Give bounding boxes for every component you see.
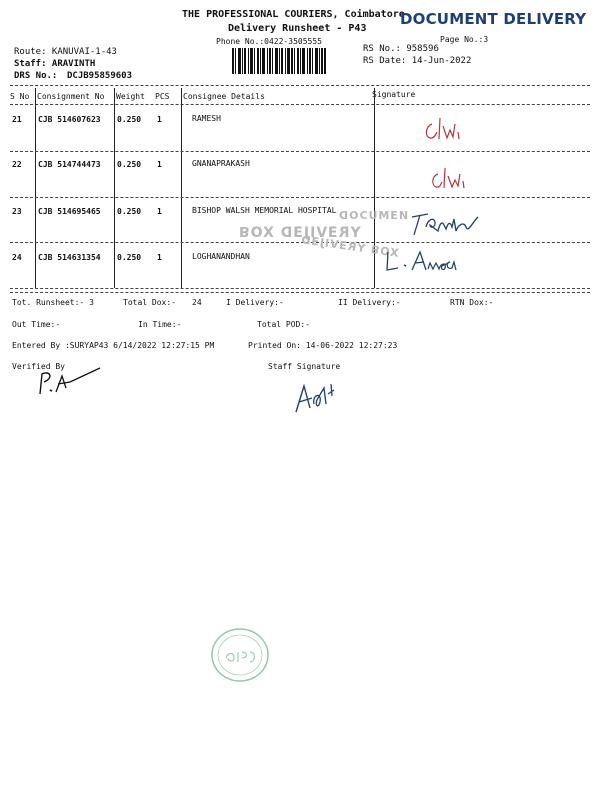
col-weight: Weight [116,92,145,101]
col-pcs: PCS [155,92,170,101]
verified-signature [28,360,108,400]
total-dox-label: Total Dox:- [123,298,176,307]
row-consignment: CJB 514607623 [38,115,101,124]
rs-number: RS No.: 958596 [363,44,439,54]
row-sno: 23 [12,207,22,216]
table-top-rule [10,85,590,86]
route-label: Route: KANUVAI-1-43 [14,47,117,57]
col-consignment: Consignment No [37,92,105,101]
ii-delivery: II Delivery:- [338,298,401,307]
in-time: In Time:- [138,320,182,329]
col-sno: S No [10,92,30,101]
ghost-stamp-mirror: YRƎVIJƎD XOꓭ [238,225,361,241]
row-consignment: CJB 514631354 [38,253,101,262]
staff-signature [288,374,344,418]
row-weight: 0.250 [117,160,142,169]
ghost-stamp-mirror-3: ИƎMUƆOD [338,209,409,222]
ghost-stamp-mirror-2: XOꓭ YRƎVIJƎD [299,233,400,260]
col-separator [35,88,36,288]
row-consignee: GNANAPRAKASH [192,159,250,168]
staff-signature-label: Staff Signature [268,362,341,371]
row-rule [10,151,590,152]
signature-row-22 [426,160,470,194]
col-separator [114,88,115,288]
row-sno: 21 [12,115,22,124]
row-pcs: 1 [157,115,162,124]
runsheet-title: Delivery Runsheet - P43 [228,23,367,34]
drs-number: DCJB95859603 [67,71,133,81]
rs-date: RS Date: 14-Jun-2022 [363,56,472,66]
row-weight: 0.250 [117,115,142,124]
phone-number: Phone No.:0422-3505555 [216,37,322,46]
staff-label: Staff: ARAVINTH [14,59,96,69]
row-consignee: BISHOP WALSH MEMORIAL HOSPITAL [192,206,337,215]
rtn-dox: RTN Dox:- [450,298,494,307]
table-bottom-rule-2 [10,292,590,293]
row-consignee: LOGHANANDHAN [192,252,250,261]
header-bottom-rule [10,104,590,105]
i-delivery: I Delivery:- [226,298,284,307]
row-pcs: 1 [157,253,162,262]
signature-row-23 [408,205,486,241]
signature-row-21 [420,112,470,146]
entered-by: Entered By :SURYAP43 6/14/2022 12:27:15 PM [12,341,215,350]
row-rule [10,197,590,198]
total-runsheet: Tot. Runsheet:- 3 [12,298,94,307]
verified-by-label: Verified By [12,362,65,371]
total-dox-value: 24 [192,298,202,307]
total-pod: Total POD:- [257,320,310,329]
document-delivery-stamp: DOCUMENT DELIVERY [400,10,587,28]
signature-row-24 [380,248,470,276]
row-consignee: RAMESH [192,114,221,123]
barcode [232,48,344,74]
row-sno: 22 [12,160,22,169]
row-sno: 24 [12,253,22,262]
row-consignment: CJB 514695465 [38,207,101,216]
row-consignment: CJB 514744473 [38,160,101,169]
seal-stamp [208,626,272,684]
row-pcs: 1 [157,160,162,169]
row-weight: 0.250 [117,253,142,262]
out-time: Out Time:- [12,320,61,329]
row-weight: 0.250 [117,207,142,216]
page-number: Page No.:3 [440,35,489,44]
printed-on: Printed On: 14-06-2022 12:27:23 [248,341,398,350]
col-separator [181,88,182,288]
company-title: THE PROFESSIONAL COURIERS, Coimbatore [182,9,405,20]
col-separator [374,88,375,288]
table-bottom-rule [10,288,590,289]
row-pcs: 1 [157,207,162,216]
col-signature: Signature [372,90,416,99]
drs-label: DRS No.: [14,71,58,81]
col-consignee: Consignee Details [183,92,265,101]
